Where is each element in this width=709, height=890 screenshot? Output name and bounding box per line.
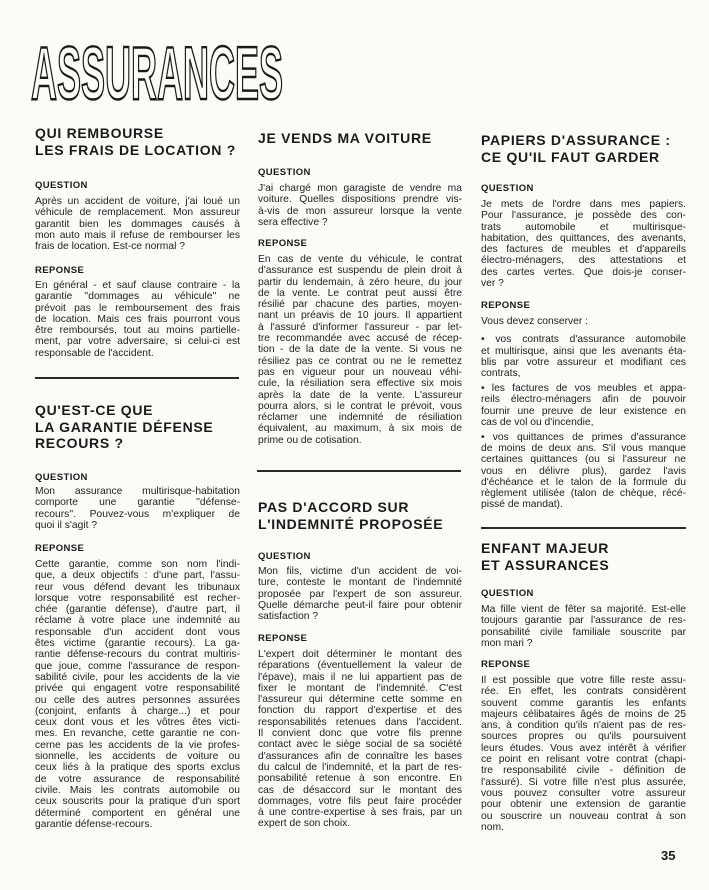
- text-line: ceux dont vous et les vôtres êtes victi-: [35, 717, 240, 729]
- text-line: d'échéance et le talon de la formule du: [481, 476, 686, 488]
- text-line: habitation, des quittances, des avenants,: [481, 232, 686, 244]
- text-line: dommages, votre fils peut faire procéder: [258, 795, 462, 807]
- text-line: vous en délivre plus), gardez l'avis: [481, 465, 686, 477]
- question-label: QUESTION: [35, 471, 88, 483]
- text-line: L'expert doit déterminer le montant des: [258, 649, 462, 660]
- text-line: ceux liés à la pratique des sports exclus: [35, 762, 240, 774]
- text-line: vous pouvez consulter votre assureur: [481, 787, 686, 799]
- text-line: des cartes vertes. Que dois-je conser-: [481, 266, 686, 278]
- question-label: QUESTION: [481, 182, 534, 194]
- text-line: nant un préavis de 10 jours. Il appartient: [258, 310, 462, 322]
- text-line: ver ?: [481, 278, 504, 290]
- text-line: déterminé comportent en général une: [35, 807, 240, 819]
- paragraph: [481, 675, 686, 833]
- text-line: nom.: [481, 821, 504, 833]
- text-line: proposée par l'expert de son assureur.: [258, 588, 462, 600]
- text-line: Je mets de l'ordre dans mes papiers.: [481, 199, 686, 210]
- text-line: sabilité civile, pour les accidents de la vie: [35, 671, 240, 683]
- question-text: [481, 604, 686, 649]
- text-line: Ma fille vient de fêter sa majorité. Est-elle: [481, 604, 686, 615]
- answer-text: [258, 649, 462, 830]
- text-line: cule, la résiliation sera effective six mois: [258, 378, 462, 390]
- text-line: Il convient donc que votre fils prenne: [258, 728, 462, 740]
- paragraph: [35, 559, 240, 830]
- text-line: partir du lendemain, à zéro heure, du jour: [258, 276, 462, 288]
- text-line: de moins de deux ans. S'il vous manque: [481, 442, 686, 454]
- text-line: responsabilités retenues dans l'accident.: [258, 716, 462, 728]
- text-line: Pour l'assurance, je possède des con-: [481, 210, 686, 222]
- text-line: • vos contrats d'assurance automobile: [481, 334, 686, 346]
- article-heading: [258, 499, 462, 532]
- text-line: garantit bien les dommages causés à: [35, 218, 240, 230]
- text-line: ponsabilité retenue à son encontre. En: [258, 773, 462, 785]
- text-line: civile. Mais les contrats automobile ou: [35, 784, 240, 796]
- answer-label: REPONSE: [258, 237, 308, 249]
- heading-line: PAPIERS D'ASSURANCE :: [481, 132, 671, 148]
- heading-line: LA GARANTIE DÉFENSE: [35, 418, 214, 435]
- question-label: QUESTION: [481, 587, 534, 599]
- text-line: reils électro-ménagers afin de pouvoir: [481, 394, 686, 406]
- text-line: J'ai chargé mon garagiste de vendre ma: [258, 183, 462, 194]
- text-line: rantie défense-recours du contrat multiris-: [35, 649, 240, 661]
- text-line: contrats,: [481, 368, 521, 380]
- question-text: [35, 486, 240, 531]
- text-line: voiture. Quelles dispositions prendre vis-: [258, 194, 462, 206]
- text-line: réparations (éventuellement la valeur de: [258, 660, 462, 672]
- heading-line: LES FRAIS DE LOCATION ?: [35, 141, 236, 158]
- answer-text: [35, 559, 240, 830]
- text-line: leurs études. Vous avez intérêt à vérifier: [481, 742, 686, 754]
- text-line: l'assuré). Si votre fille n'est plus assurée,: [481, 776, 686, 788]
- text-line: de location. Mais ces frais pourront vous: [35, 313, 240, 325]
- text-line: souvent comme garantis les enfants: [481, 697, 686, 709]
- text-line: de votre assurance de responsabilité: [35, 773, 240, 785]
- paragraph: [481, 604, 686, 649]
- text-line: rée. En effet, les contrats considèrent: [481, 686, 686, 698]
- heading-line: RECOURS ?: [35, 435, 124, 451]
- text-line: règlement utilisée (talon de chèque, récé-: [481, 488, 686, 500]
- question-label: QUESTION: [258, 550, 311, 562]
- answer-label: REPONSE: [35, 542, 85, 554]
- text-line: ceux souscrits pour la pratique d'un sport: [35, 796, 240, 808]
- text-line: satisfaction ?: [258, 611, 319, 623]
- text-line: à une contre-expertise à ses frais, par un: [258, 807, 462, 819]
- text-line: résiliez pas ce contrat ou ne le remettez: [258, 355, 462, 367]
- text-line: à-vis de mon assureur lorsque la vente: [258, 205, 462, 217]
- text-line: équivalent, au maximum, à six mois de: [258, 423, 462, 435]
- text-line: Vous devez conserver :: [481, 316, 589, 327]
- question-label: QUESTION: [258, 166, 311, 178]
- text-line: ou celle des autres personnes assurées: [35, 694, 240, 706]
- text-line: blis par votre assureur et modifiant ces: [481, 356, 686, 368]
- text-line: sionnelle, les accidents de voiture ou: [35, 751, 240, 763]
- text-line: majeurs célibataires âgés de moins de 25: [481, 708, 686, 720]
- question-text: [258, 566, 462, 622]
- heading-line: PAS D'ACCORD SUR: [258, 499, 410, 515]
- text-line: d'assurance est suspendu de plein droit à: [258, 265, 462, 277]
- text-line: réclamer une indemnité de résiliation: [258, 412, 462, 424]
- heading-line: ENFANT MAJEUR: [481, 540, 610, 556]
- text-line: du calcul de l'indemnité, et la part de res-: [258, 761, 462, 773]
- text-line: être remboursés, tout au moins partielle-: [35, 325, 240, 337]
- text-line: Il est possible que votre fille reste assu-: [481, 675, 686, 686]
- answer-label: REPONSE: [258, 632, 308, 644]
- text-line: responsable d'un accident dont vous: [35, 626, 240, 638]
- page-number: 35: [661, 848, 676, 863]
- text-line: expert de son choix.: [258, 818, 351, 830]
- text-line: En cas de vente du véhicule, le contrat: [258, 254, 462, 265]
- text-line: véhicule de remplacement. Mon assureur: [35, 207, 240, 219]
- text-line: tion - de la date de la vente. Si vous ne: [258, 344, 462, 356]
- text-line: • vos quittances de primes d'assurance: [481, 431, 686, 443]
- answer-label: REPONSE: [481, 658, 531, 670]
- text-line: êtes victime (garantie recours). La ga-: [35, 638, 240, 650]
- text-line: cerne pas les accidents de la vie profes-: [35, 739, 240, 751]
- text-line: comporte une garantie ''défense-: [35, 497, 240, 509]
- text-line: fournir une preuve de leur existence en: [481, 405, 686, 417]
- text-line: mes. En revanche, cette garantie ne con-: [35, 728, 240, 740]
- question-label: QUESTION: [35, 180, 88, 191]
- article-heading: [35, 402, 240, 452]
- text-line: En général - et sauf clause contraire - la: [35, 280, 240, 291]
- text-line: contact avec le siège social de sa société: [258, 739, 462, 751]
- text-line: cas de désaccord sur le montant des: [258, 784, 462, 796]
- heading-line: ET ASSURANCES: [481, 556, 610, 573]
- text-line: ment, par votre adversaire, si celui-ci est: [35, 336, 240, 348]
- text-line: mon mari ?: [481, 637, 533, 649]
- text-line: privée qui engagent votre responsabilité: [35, 683, 240, 695]
- text-line: électro-ménagers, des attestations et: [481, 255, 686, 267]
- text-line: prime ou de cotisation.: [258, 434, 362, 446]
- text-line: certaines quittances (ou si l'assureur ne: [481, 454, 686, 466]
- text-line: trats automobile et multirisque-: [481, 221, 686, 233]
- answer-label: REPONSE: [481, 299, 531, 311]
- text-line: réclame à votre place une indemnité au: [35, 615, 240, 627]
- article-enfant-majeur: [481, 0, 686, 890]
- text-line: ce point en relisant votre contrat (chapi-: [481, 754, 686, 766]
- text-line: quoi il s'agit ?: [35, 519, 98, 531]
- text-line: à l'assuré d'informer l'assureur - par let-: [258, 321, 462, 333]
- text-line: garantie défense-recours.: [35, 818, 153, 830]
- text-line: chée (garantie défense), d'autre part, il: [35, 604, 240, 616]
- text-line: Mon fils, victime d'un accident de voi-: [258, 566, 462, 577]
- text-line: résilié par chacune des parties, moyen-: [258, 299, 462, 311]
- text-line: pourra alors, si le contrat le prévoit, vous: [258, 400, 462, 412]
- article-indemnite-proposee: [258, 0, 462, 890]
- text-line: responsable de l'accident.: [35, 347, 154, 359]
- heading-line: JE VENDS MA VOITURE: [258, 130, 432, 146]
- text-line: (conjoint, enfants à charge...) et pour: [35, 705, 240, 717]
- text-line: tre responsabilité civile - définition de: [481, 765, 686, 777]
- heading-line: CE QU'IL FAUT GARDER: [481, 148, 660, 165]
- text-line: cas de vol ou d'incendie,: [481, 416, 594, 428]
- text-line: fonction du rapport d'expertise et des: [258, 705, 462, 717]
- heading-line: L'INDEMNITÉ PROPOSÉE: [258, 515, 444, 532]
- text-line: recours''. Pouvez-vous m'expliquer de: [35, 508, 240, 520]
- text-line: pissé de mandat).: [481, 499, 563, 511]
- text-line: frais de location. Est-ce normal ?: [35, 241, 185, 253]
- text-line: reur vous défend devant les tribunaux: [35, 581, 240, 593]
- text-line: ou souscrire un nouveau contrat à son: [481, 810, 686, 822]
- text-line: ans, à condition qu'ils n'aient pas de res-: [481, 720, 686, 732]
- section-title-text: ASSURANCES: [31, 31, 283, 115]
- text-line: lorsque votre responsabilité est recher-: [35, 592, 240, 604]
- text-line: après la date de la vente. L'assureur: [258, 389, 462, 401]
- text-line: pas en vigueur pour un nouveau véhi-: [258, 366, 462, 378]
- heading-line: QUI REMBOURSE: [35, 125, 164, 141]
- paragraph: [35, 486, 240, 531]
- text-line: fixer le montant de l'indemnité. C'est: [258, 682, 462, 694]
- text-line: Quelle démarche peut-il faire pour obtenir: [258, 599, 462, 611]
- text-line: et multirisque, ainsi que les avenants éta-: [481, 345, 686, 357]
- text-line: d'assurances afin de connaître les bases: [258, 750, 462, 762]
- text-line: Cette garantie, comme son nom l'indi-: [35, 559, 240, 570]
- article-heading: [481, 540, 686, 573]
- text-line: l'épave), mais il ne lui appartient pas de: [258, 671, 462, 683]
- answer-text: [481, 675, 686, 833]
- heading-line: QU'EST-CE QUE: [35, 402, 154, 418]
- text-line: que joue, comme l'assurance de respon-: [35, 660, 240, 672]
- text-line: tre recommandée avec accusé de récep-: [258, 333, 462, 345]
- text-line: ponsabilité civile familiale souscrite par: [481, 626, 686, 638]
- text-line: l'assureur qui détermine cette somme en: [258, 694, 462, 706]
- paragraph: [258, 566, 462, 622]
- text-line: pour obtenir une extension de garantie: [481, 799, 686, 811]
- text-line: mon auto mais il refuse de rembourser les: [35, 229, 240, 241]
- text-line: des factures de meubles et d'appareils: [481, 244, 686, 256]
- text-line: prévoit pas le remboursement des frais: [35, 302, 240, 314]
- text-line: sera effective ?: [258, 216, 328, 228]
- text-line: • les factures de vos meubles et appa-: [481, 382, 686, 394]
- text-line: de la vente. Le contrat peut aussi être: [258, 287, 462, 299]
- text-line: Après un accident de voiture, j'ai loué un: [35, 196, 240, 207]
- text-line: garantie ''dommages au véhicule'' ne: [35, 291, 240, 303]
- text-line: toujours garantie par l'assurance de res-: [481, 615, 686, 627]
- text-line: que, a deux objectifs : d'une part, l'assu-: [35, 570, 240, 582]
- paragraph: [258, 649, 462, 830]
- text-line: sources propres ou qu'ils poursuivent: [481, 731, 686, 743]
- answer-label: REPONSE: [35, 264, 85, 276]
- text-line: ture, conteste le montant de l'indemnité: [258, 577, 462, 589]
- text-line: Mon assurance multirisque-habitation: [35, 486, 240, 497]
- article-garantie-defense-recours: [35, 0, 240, 890]
